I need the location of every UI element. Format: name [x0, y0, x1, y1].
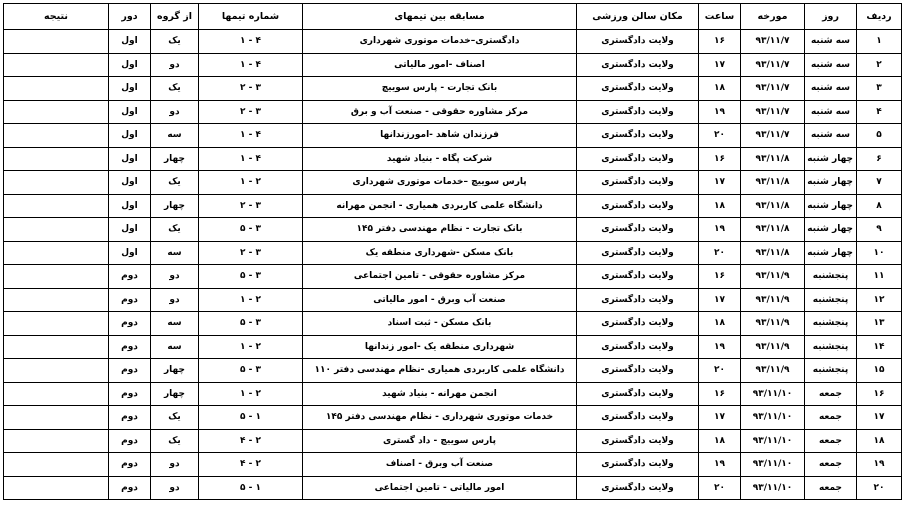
cell-day: سه شنبه — [805, 124, 857, 148]
cell-round: دوم — [109, 406, 151, 430]
cell-venue: ولایت دادگستری — [577, 359, 699, 383]
cell-match: بانک مسکن -شهرداری منطقه یک — [303, 241, 577, 265]
cell-venue: ولایت دادگستری — [577, 241, 699, 265]
cell-date: ۹۳/۱۱/۸ — [741, 241, 805, 265]
cell-result — [4, 124, 109, 148]
cell-teams-number: ۳ - ۲ — [199, 241, 303, 265]
table-row — [4, 77, 902, 101]
table-row — [4, 241, 902, 265]
cell-time: ۱۸ — [699, 429, 741, 453]
cell-round: اول — [109, 241, 151, 265]
cell-venue: ولایت دادگستری — [577, 30, 699, 54]
cell-group: یک — [151, 429, 199, 453]
cell-day: پنجشنبه — [805, 335, 857, 359]
cell-result — [4, 429, 109, 453]
cell-group: یک — [151, 218, 199, 242]
cell-date: ۹۳/۱۱/۱۰ — [741, 453, 805, 477]
cell-teams-number: ۲ - ۱ — [199, 382, 303, 406]
cell-match: امور مالیاتی - تامین اجتماعی — [303, 476, 577, 500]
cell-result — [4, 171, 109, 195]
cell-date: ۹۳/۱۱/۱۰ — [741, 406, 805, 430]
cell-round: اول — [109, 124, 151, 148]
cell-row-number: ۱۴ — [857, 335, 902, 359]
cell-group: یک — [151, 77, 199, 101]
cell-time: ۱۸ — [699, 194, 741, 218]
cell-result — [4, 77, 109, 101]
cell-match: خدمات موتوری شهرداری - نظام مهندسی دفتر ۱۴۵ — [303, 406, 577, 430]
cell-day: جمعه — [805, 476, 857, 500]
cell-match: دانشگاه علمی کاربردی همیاری -نظام مهندسی دفتر ۱۱۰ — [303, 359, 577, 383]
cell-result — [4, 265, 109, 289]
cell-group: چهار — [151, 147, 199, 171]
cell-round: دوم — [109, 265, 151, 289]
cell-day: چهار شنبه — [805, 147, 857, 171]
cell-result — [4, 147, 109, 171]
cell-group: یک — [151, 30, 199, 54]
cell-row-number: ۶ — [857, 147, 902, 171]
cell-result — [4, 194, 109, 218]
cell-venue: ولایت دادگستری — [577, 171, 699, 195]
cell-venue: ولایت دادگستری — [577, 476, 699, 500]
cell-date: ۹۳/۱۱/۹ — [741, 288, 805, 312]
cell-round: دوم — [109, 429, 151, 453]
cell-row-number: ۹ — [857, 218, 902, 242]
schedule-sheet — [3, 3, 901, 500]
cell-day: پنجشنبه — [805, 288, 857, 312]
cell-venue: ولایت دادگستری — [577, 406, 699, 430]
cell-day: پنجشنبه — [805, 359, 857, 383]
cell-teams-number: ۴ - ۱ — [199, 147, 303, 171]
cell-date: ۹۳/۱۱/۷ — [741, 100, 805, 124]
cell-row-number: ۱۶ — [857, 382, 902, 406]
table-row — [4, 147, 902, 171]
cell-date: ۹۳/۱۱/۸ — [741, 194, 805, 218]
cell-match: پارس سوییچ - داد گستری — [303, 429, 577, 453]
cell-match: مرکز مشاوره حقوقی - تامین اجتماعی — [303, 265, 577, 289]
cell-match: صنعت آب وبرق - اصناف — [303, 453, 577, 477]
cell-group: سه — [151, 335, 199, 359]
cell-result — [4, 218, 109, 242]
cell-round: اول — [109, 53, 151, 77]
cell-match: دادگستری–خدمات موتوری شهرداری — [303, 30, 577, 54]
cell-date: ۹۳/۱۱/۷ — [741, 124, 805, 148]
cell-row-number: ۳ — [857, 77, 902, 101]
cell-row-number: ۱۷ — [857, 406, 902, 430]
cell-result — [4, 30, 109, 54]
cell-time: ۱۷ — [699, 53, 741, 77]
header-group: از گروه — [151, 4, 199, 30]
cell-group: یک — [151, 171, 199, 195]
cell-round: اول — [109, 147, 151, 171]
cell-group: سه — [151, 312, 199, 336]
cell-group: دو — [151, 265, 199, 289]
cell-match: شهرداری منطقه یک -امور زندانها — [303, 335, 577, 359]
cell-teams-number: ۳ - ۵ — [199, 265, 303, 289]
cell-date: ۹۳/۱۱/۸ — [741, 218, 805, 242]
table-row — [4, 453, 902, 477]
cell-day: چهار شنبه — [805, 241, 857, 265]
cell-time: ۱۷ — [699, 171, 741, 195]
cell-round: اول — [109, 171, 151, 195]
cell-venue: ولایت دادگستری — [577, 53, 699, 77]
cell-match: بانک تجارت - پارس سوییچ — [303, 77, 577, 101]
cell-result — [4, 476, 109, 500]
cell-row-number: ۱۱ — [857, 265, 902, 289]
cell-time: ۱۹ — [699, 100, 741, 124]
cell-day: جمعه — [805, 382, 857, 406]
cell-day: چهار شنبه — [805, 218, 857, 242]
table-row — [4, 194, 902, 218]
header-teams-number: شماره تیمها — [199, 4, 303, 30]
cell-match: مرکز مشاوره حقوقی - صنعت آب و برق — [303, 100, 577, 124]
cell-round: دوم — [109, 453, 151, 477]
cell-day: پنجشنبه — [805, 312, 857, 336]
cell-row-number: ۱ — [857, 30, 902, 54]
cell-day: جمعه — [805, 453, 857, 477]
cell-time: ۲۰ — [699, 124, 741, 148]
header-match: مسابقه بین تیمهای — [303, 4, 577, 30]
cell-time: ۱۶ — [699, 147, 741, 171]
cell-teams-number: ۳ - ۵ — [199, 218, 303, 242]
cell-date: ۹۳/۱۱/۹ — [741, 312, 805, 336]
table-row — [4, 476, 902, 500]
cell-day: چهار شنبه — [805, 171, 857, 195]
cell-date: ۹۳/۱۱/۹ — [741, 359, 805, 383]
cell-day: سه شنبه — [805, 100, 857, 124]
header-day: روز — [805, 4, 857, 30]
cell-round: دوم — [109, 476, 151, 500]
cell-match: صنعت آب وبرق - امور مالیاتی — [303, 288, 577, 312]
cell-row-number: ۱۲ — [857, 288, 902, 312]
cell-match: اصناف -امور مالیاتی — [303, 53, 577, 77]
cell-group: سه — [151, 241, 199, 265]
cell-venue: ولایت دادگستری — [577, 312, 699, 336]
schedule-body — [4, 30, 902, 500]
cell-time: ۱۶ — [699, 30, 741, 54]
cell-result — [4, 382, 109, 406]
cell-round: اول — [109, 100, 151, 124]
cell-result — [4, 53, 109, 77]
cell-venue: ولایت دادگستری — [577, 335, 699, 359]
cell-round: دوم — [109, 359, 151, 383]
cell-row-number: ۵ — [857, 124, 902, 148]
cell-day: سه شنبه — [805, 53, 857, 77]
cell-time: ۱۹ — [699, 218, 741, 242]
cell-match: انجمن مهرانه - بنیاد شهید — [303, 382, 577, 406]
cell-time: ۱۸ — [699, 312, 741, 336]
table-row — [4, 53, 902, 77]
cell-row-number: ۴ — [857, 100, 902, 124]
cell-date: ۹۳/۱۱/۱۰ — [741, 476, 805, 500]
cell-time: ۱۹ — [699, 335, 741, 359]
cell-time: ۱۶ — [699, 382, 741, 406]
cell-match: بانک تجارت - نظام مهندسی دفتر ۱۴۵ — [303, 218, 577, 242]
cell-match: پارس سوییچ –خدمات موتوری شهرداری — [303, 171, 577, 195]
cell-teams-number: ۳ - ۲ — [199, 77, 303, 101]
header-round: دور — [109, 4, 151, 30]
cell-round: اول — [109, 194, 151, 218]
cell-time: ۱۷ — [699, 288, 741, 312]
cell-match: فرزندان شاهد -امورزندانها — [303, 124, 577, 148]
cell-teams-number: ۱ - ۵ — [199, 406, 303, 430]
header-row-number: ردیف — [857, 4, 902, 30]
header-result: نتیجه — [4, 4, 109, 30]
cell-teams-number: ۳ - ۲ — [199, 194, 303, 218]
cell-teams-number: ۳ - ۵ — [199, 312, 303, 336]
cell-round: اول — [109, 218, 151, 242]
cell-time: ۱۹ — [699, 453, 741, 477]
cell-result — [4, 312, 109, 336]
cell-venue: ولایت دادگستری — [577, 382, 699, 406]
cell-match: شرکت پگاه - بنیاد شهید — [303, 147, 577, 171]
table-row — [4, 406, 902, 430]
cell-round: دوم — [109, 335, 151, 359]
table-row — [4, 288, 902, 312]
cell-venue: ولایت دادگستری — [577, 77, 699, 101]
header-venue: مکان سالن ورزشی — [577, 4, 699, 30]
cell-venue: ولایت دادگستری — [577, 265, 699, 289]
cell-teams-number: ۲ - ۱ — [199, 171, 303, 195]
cell-date: ۹۳/۱۱/۸ — [741, 147, 805, 171]
table-row — [4, 265, 902, 289]
table-row — [4, 359, 902, 383]
cell-match: دانشگاه علمی کاربردی همیاری - انجمن مهرانه — [303, 194, 577, 218]
cell-teams-number: ۲ - ۴ — [199, 453, 303, 477]
cell-teams-number: ۴ - ۱ — [199, 53, 303, 77]
cell-venue: ولایت دادگستری — [577, 218, 699, 242]
cell-date: ۹۳/۱۱/۱۰ — [741, 382, 805, 406]
cell-result — [4, 288, 109, 312]
table-row — [4, 124, 902, 148]
cell-group: دو — [151, 100, 199, 124]
cell-result — [4, 100, 109, 124]
cell-row-number: ۱۹ — [857, 453, 902, 477]
cell-date: ۹۳/۱۱/۷ — [741, 53, 805, 77]
cell-group: یک — [151, 406, 199, 430]
match-schedule-table — [3, 3, 902, 500]
cell-day: پنجشنبه — [805, 265, 857, 289]
cell-time: ۲۰ — [699, 359, 741, 383]
table-row — [4, 312, 902, 336]
cell-group: دو — [151, 288, 199, 312]
cell-teams-number: ۲ - ۱ — [199, 335, 303, 359]
table-row — [4, 171, 902, 195]
cell-result — [4, 406, 109, 430]
cell-group: چهار — [151, 194, 199, 218]
cell-time: ۲۰ — [699, 241, 741, 265]
table-row — [4, 30, 902, 54]
cell-venue: ولایت دادگستری — [577, 100, 699, 124]
cell-venue: ولایت دادگستری — [577, 124, 699, 148]
cell-result — [4, 453, 109, 477]
cell-row-number: ۲۰ — [857, 476, 902, 500]
header-time: ساعت — [699, 4, 741, 30]
cell-date: ۹۳/۱۱/۹ — [741, 265, 805, 289]
cell-venue: ولایت دادگستری — [577, 194, 699, 218]
cell-group: دو — [151, 53, 199, 77]
cell-time: ۱۷ — [699, 406, 741, 430]
cell-row-number: ۲ — [857, 53, 902, 77]
cell-group: چهار — [151, 382, 199, 406]
header-date: مورخه — [741, 4, 805, 30]
cell-result — [4, 359, 109, 383]
cell-round: اول — [109, 30, 151, 54]
cell-date: ۹۳/۱۱/۸ — [741, 171, 805, 195]
cell-result — [4, 335, 109, 359]
cell-date: ۹۳/۱۱/۷ — [741, 30, 805, 54]
cell-date: ۹۳/۱۱/۷ — [741, 77, 805, 101]
cell-teams-number: ۱ - ۵ — [199, 476, 303, 500]
cell-teams-number: ۴ - ۱ — [199, 30, 303, 54]
cell-time: ۲۰ — [699, 476, 741, 500]
cell-group: دو — [151, 453, 199, 477]
cell-day: سه شنبه — [805, 30, 857, 54]
cell-time: ۱۶ — [699, 265, 741, 289]
cell-group: چهار — [151, 359, 199, 383]
cell-teams-number: ۲ - ۱ — [199, 288, 303, 312]
cell-day: سه شنبه — [805, 77, 857, 101]
cell-row-number: ۱۰ — [857, 241, 902, 265]
cell-match: بانک مسکن - ثبت اسناد — [303, 312, 577, 336]
cell-venue: ولایت دادگستری — [577, 453, 699, 477]
cell-row-number: ۱۳ — [857, 312, 902, 336]
cell-teams-number: ۴ - ۱ — [199, 124, 303, 148]
cell-round: دوم — [109, 312, 151, 336]
cell-group: دو — [151, 476, 199, 500]
cell-day: چهار شنبه — [805, 194, 857, 218]
cell-row-number: ۷ — [857, 171, 902, 195]
cell-venue: ولایت دادگستری — [577, 429, 699, 453]
cell-day: جمعه — [805, 429, 857, 453]
cell-row-number: ۱۵ — [857, 359, 902, 383]
cell-venue: ولایت دادگستری — [577, 288, 699, 312]
table-row — [4, 429, 902, 453]
table-row — [4, 218, 902, 242]
cell-row-number: ۸ — [857, 194, 902, 218]
cell-round: دوم — [109, 382, 151, 406]
cell-date: ۹۳/۱۱/۹ — [741, 335, 805, 359]
cell-row-number: ۱۸ — [857, 429, 902, 453]
table-row — [4, 335, 902, 359]
table-row — [4, 100, 902, 124]
cell-round: دوم — [109, 288, 151, 312]
cell-venue: ولایت دادگستری — [577, 147, 699, 171]
header-row — [4, 4, 902, 30]
cell-time: ۱۸ — [699, 77, 741, 101]
cell-date: ۹۳/۱۱/۱۰ — [741, 429, 805, 453]
cell-group: سه — [151, 124, 199, 148]
cell-day: جمعه — [805, 406, 857, 430]
cell-teams-number: ۳ - ۲ — [199, 100, 303, 124]
cell-round: اول — [109, 77, 151, 101]
cell-teams-number: ۳ - ۵ — [199, 359, 303, 383]
cell-result — [4, 241, 109, 265]
cell-teams-number: ۲ - ۴ — [199, 429, 303, 453]
table-row — [4, 382, 902, 406]
